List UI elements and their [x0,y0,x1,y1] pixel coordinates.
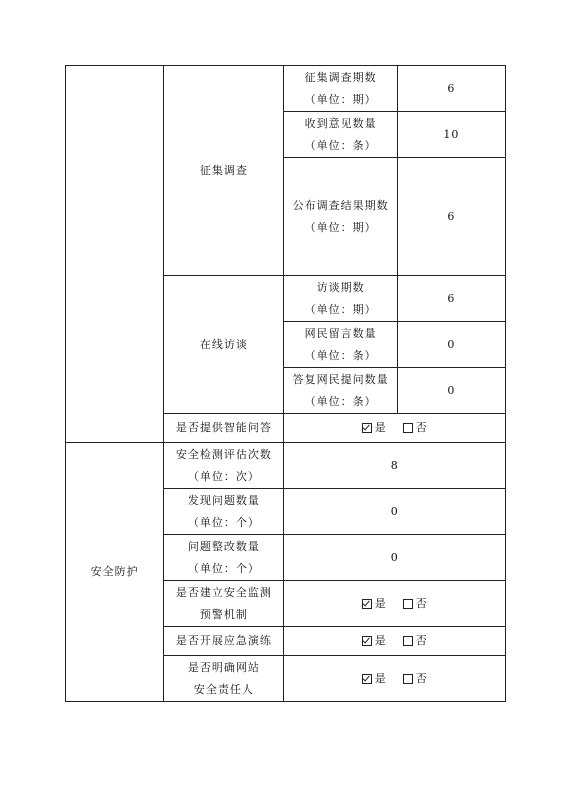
section-label-survey: 征集调查 [164,66,284,276]
table-row [66,66,506,112]
statistics-table [65,65,506,702]
no-label: 否 [415,634,428,647]
item-unit-text: （单位：期） [304,92,377,106]
table-row [66,443,506,489]
item-label [284,322,397,368]
yes-option[interactable] [362,668,387,690]
item-label [284,158,397,276]
item-label [284,368,397,414]
no-option[interactable] [403,593,428,615]
empty-box-icon [403,599,413,609]
item-label [164,443,284,489]
item-label [284,112,397,158]
yes-label: 是 [374,634,387,647]
empty-box-icon [403,636,413,646]
item-value: 0 [284,535,506,581]
yes-label: 是 [374,596,387,610]
item-label-text: 答复网民提问数量 [292,372,389,386]
item-label [164,489,284,535]
check-label [164,656,284,702]
check-options [284,656,506,702]
item-label-text: 访谈期数 [316,280,365,294]
no-label: 否 [415,671,428,685]
check-label-line2: 安全责任人 [193,682,254,696]
item-value: 0 [397,368,505,414]
item-value: 6 [397,158,505,276]
no-label: 否 [415,596,428,610]
item-label-text: 公布调查结果期数 [292,198,389,212]
item-label [284,66,397,112]
item-unit-text: （单位：个） [187,561,260,575]
item-value: 6 [397,276,505,322]
yes-option[interactable] [362,417,387,439]
check-label-line2: 预警机制 [199,607,248,621]
item-label-text: 收到意见数量 [304,116,377,130]
yes-option[interactable] [362,593,387,615]
item-value: 0 [397,322,505,368]
item-unit-text: （单位：期） [304,302,377,316]
check-options [284,581,506,627]
checked-box-icon [362,599,372,609]
no-option[interactable] [403,668,428,690]
item-value: 8 [284,443,506,489]
yes-option[interactable] [362,630,387,652]
item-label [164,535,284,581]
checked-box-icon [362,636,372,646]
smart-qa-label: 是否提供智能问答 [164,414,284,443]
item-unit-text: （单位：期） [304,220,377,234]
no-option[interactable] [403,630,428,652]
check-options [284,627,506,656]
checked-box-icon [362,674,372,684]
empty-box-icon [403,423,413,433]
item-label [284,276,397,322]
empty-section-cell [66,66,164,443]
item-label-text: 征集调查期数 [304,70,377,84]
check-label-line1: 是否明确网站 [187,660,260,674]
no-label: 否 [415,421,428,434]
empty-box-icon [403,674,413,684]
item-value: 0 [284,489,506,535]
checked-box-icon [362,423,372,433]
item-unit-text: （单位：条） [304,138,377,152]
item-value: 10 [397,112,505,158]
yes-label: 是 [374,421,387,434]
item-unit-text: （单位：条） [304,348,377,362]
check-label-line1: 是否建立安全监测 [175,585,272,599]
no-option[interactable] [403,417,428,439]
yes-label: 是 [374,671,387,685]
item-unit-text: （单位：次） [187,469,260,483]
item-label-text: 发现问题数量 [187,493,260,507]
smart-qa-options [284,414,506,443]
check-label [164,581,284,627]
check-label: 是否开展应急演练 [164,627,284,656]
item-label-text: 网民留言数量 [304,326,377,340]
item-label-text: 问题整改数量 [187,539,260,553]
section-label-online: 在线访谈 [164,276,284,414]
item-label-text: 安全检测评估次数 [175,447,272,461]
item-value: 6 [397,66,505,112]
item-unit-text: （单位：条） [304,394,377,408]
section-label-security: 安全防护 [66,443,164,702]
item-unit-text: （单位：个） [187,515,260,529]
